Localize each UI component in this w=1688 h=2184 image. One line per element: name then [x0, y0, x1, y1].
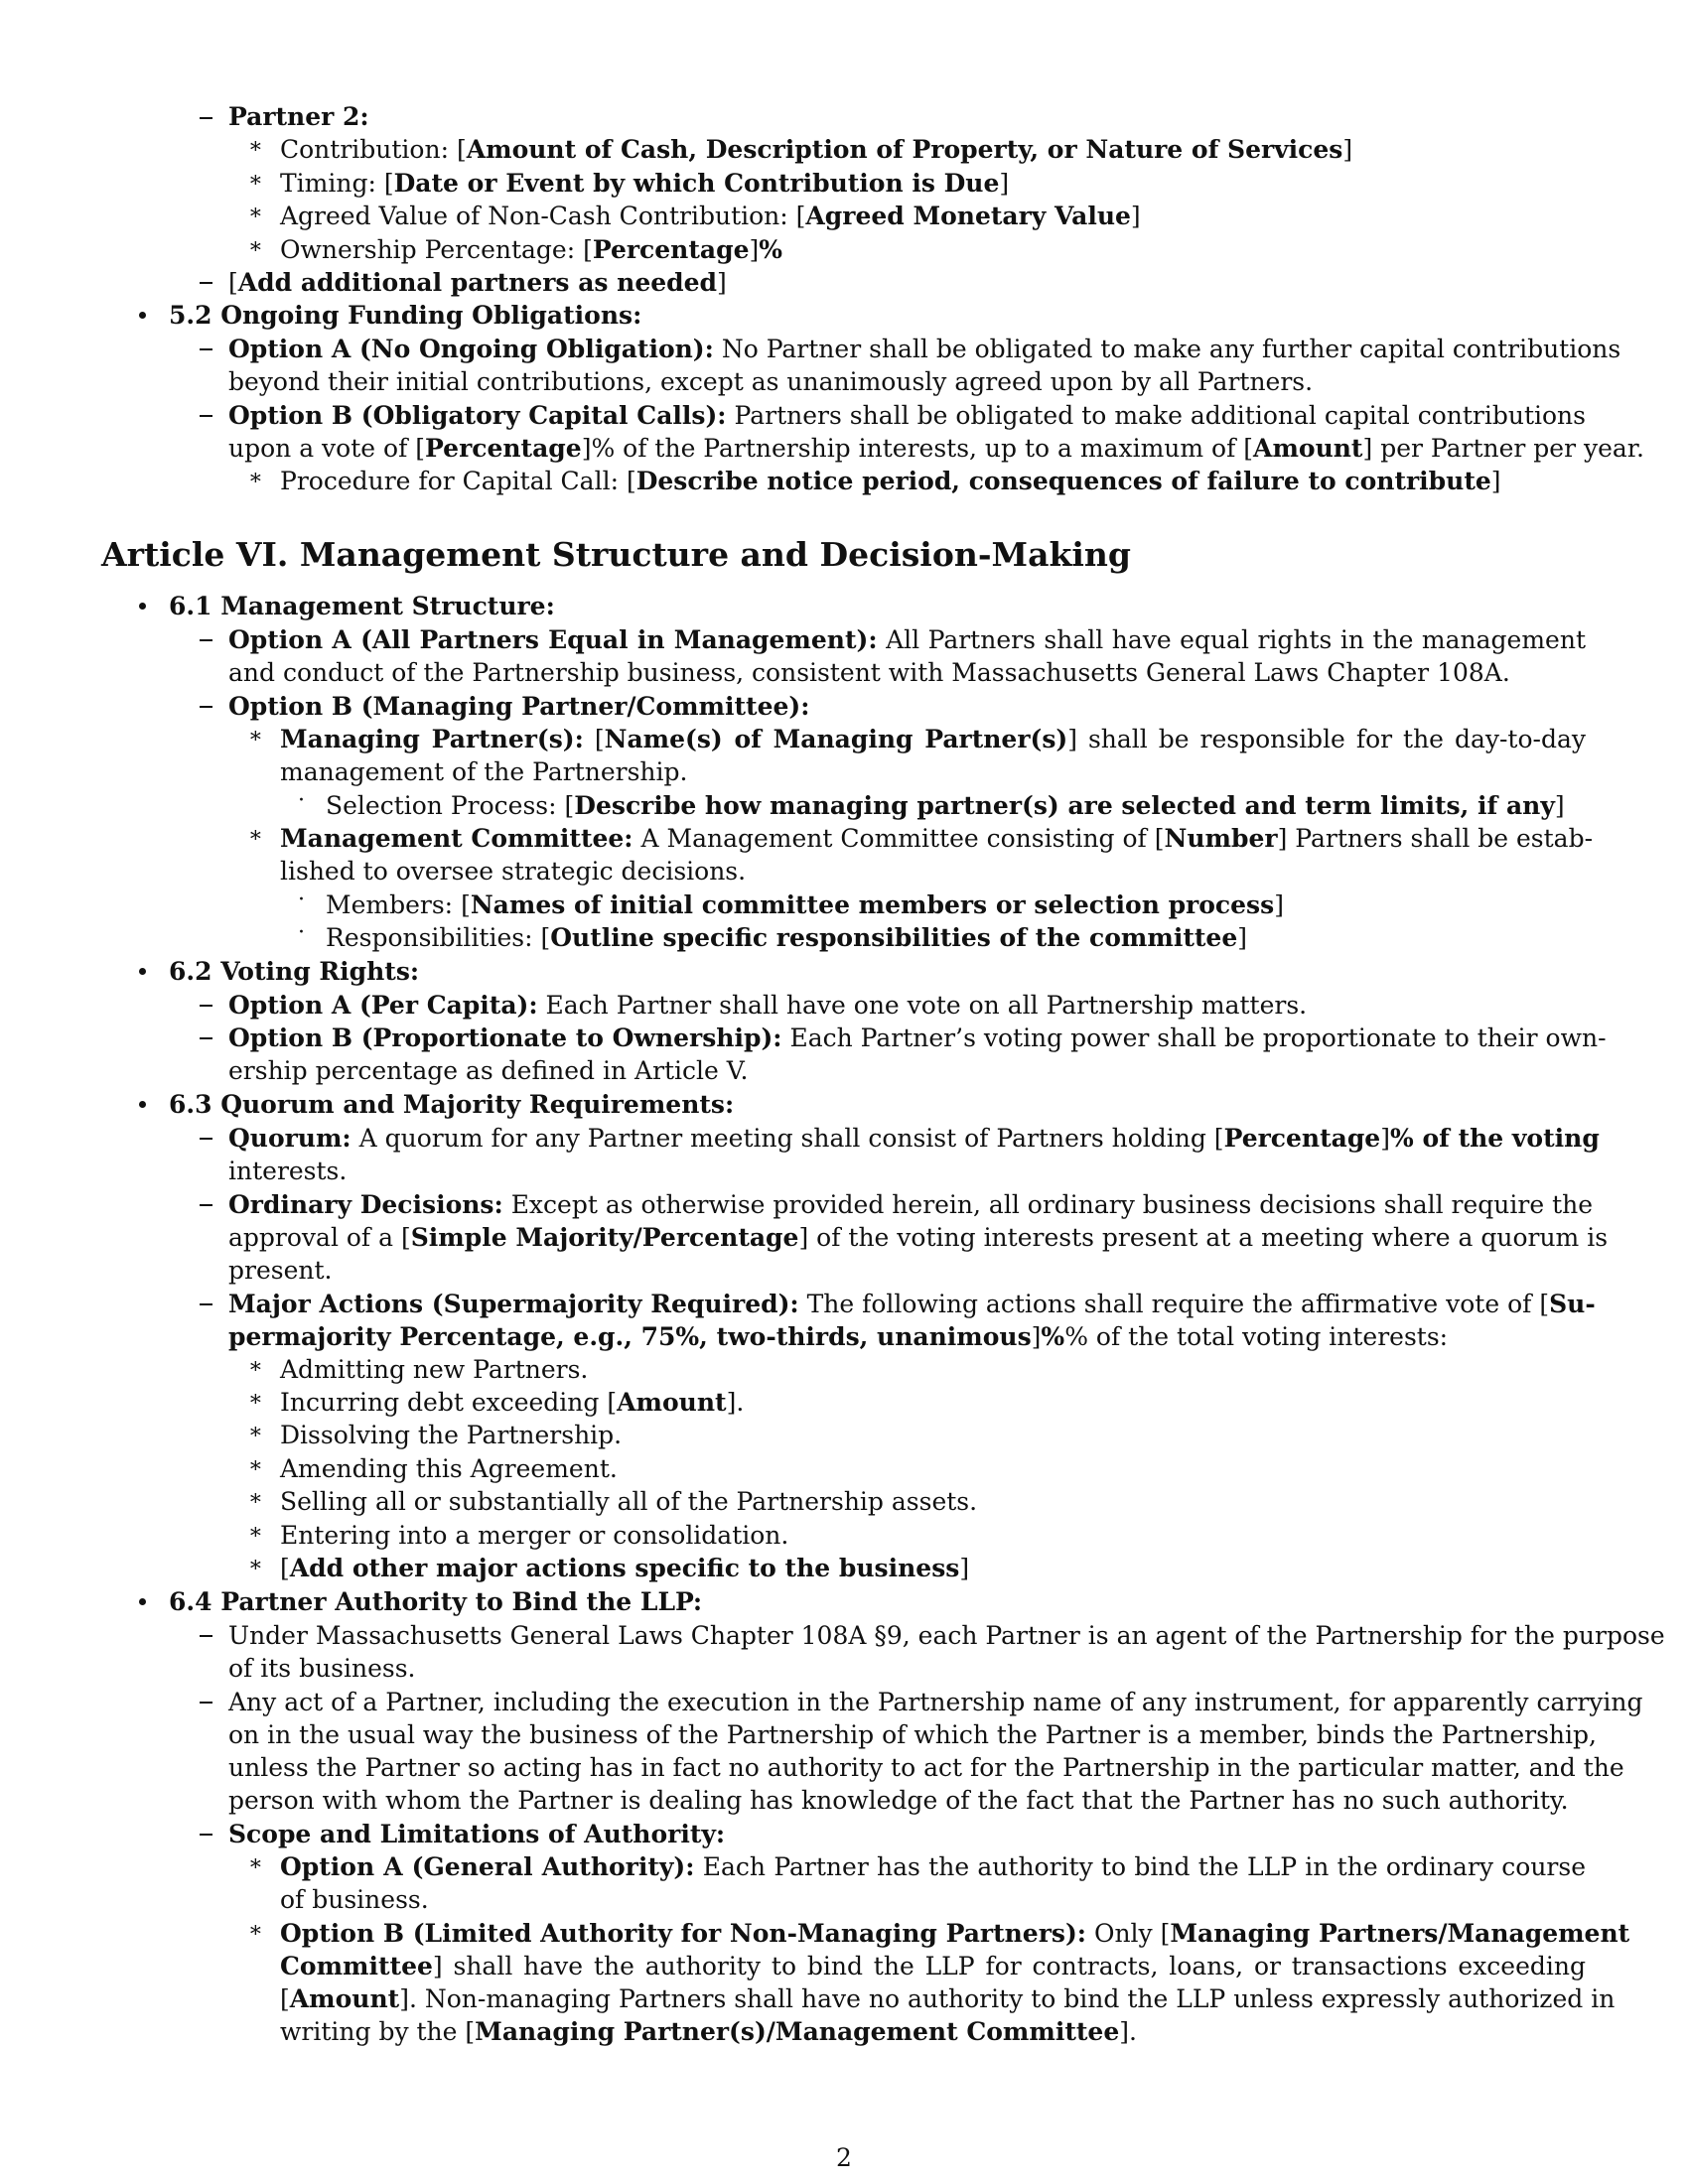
ownership-placeholder: Percentage — [592, 235, 750, 264]
dash-marker — [200, 1037, 212, 1039]
star-marker: ∗ — [248, 823, 263, 848]
managing-partner-committee-placeholder: Managing Partner(s)/Management Committee — [475, 2017, 1120, 2046]
star-marker: ∗ — [248, 1918, 263, 1943]
simple-majority-placeholder: Simple Majority/Percentage — [410, 1223, 799, 1252]
quorum-label: Quorum: — [228, 1124, 352, 1153]
bullet-marker — [139, 968, 146, 975]
major-action-item: Dissolving the Partnership. — [280, 1421, 623, 1449]
supermajority-placeholder-start: Su- — [1549, 1290, 1596, 1318]
dash-marker — [200, 1702, 212, 1704]
major-action-item: Incurring debt exceeding [Amount]. — [280, 1388, 745, 1417]
star-marker: ∗ — [248, 1354, 263, 1379]
managing-partner-placeholder: Name(s) of Managing Partner(s) — [604, 725, 1068, 753]
dash-marker — [200, 282, 212, 284]
agreed-value-label: Agreed Value of Non-Cash Contribution: — [280, 202, 796, 230]
option-b-label: Option B (Managing Partner/Committee): — [228, 692, 810, 721]
option-b-label: Option B (Proportionate to Ownership): — [228, 1024, 782, 1052]
committee-placeholder-end: Committee — [280, 1952, 433, 1980]
major-action-item: Amending this Agreement. — [280, 1454, 618, 1483]
procedure-placeholder: Describe notice period, consequences of failure to contribute — [635, 467, 1491, 495]
dash-marker — [200, 639, 212, 641]
star-marker: ∗ — [248, 234, 263, 259]
dash-marker — [200, 415, 212, 417]
option-a-label: Option A (All Partners Equal in Management): — [228, 625, 878, 654]
timing-placeholder: Date or Event by which Contribution is Due — [393, 169, 1000, 198]
management-committee-label: Management Committee: — [280, 824, 633, 853]
percentage-placeholder: Percentage — [425, 434, 582, 463]
supermajority-placeholder-end: permajority Percentage, e.g., 75%, two-thirds, unanimous — [228, 1322, 1032, 1351]
section-6-3-title: 6.3 Quorum and Majority Requirements: — [169, 1090, 735, 1119]
star-marker: ∗ — [248, 1387, 263, 1412]
star-marker: ∗ — [248, 168, 263, 193]
star-marker: ∗ — [248, 134, 263, 159]
star-marker: ∗ — [248, 1486, 263, 1511]
star-marker: ∗ — [248, 1453, 263, 1478]
dash-marker — [200, 117, 212, 119]
option-b-label: Option B (Obligatory Capital Calls): — [228, 401, 727, 430]
selection-placeholder: Describe how managing partner(s) are selected and term limits, if any — [574, 791, 1555, 820]
percent-sign: % — [759, 235, 783, 264]
ordinary-decisions-label: Ordinary Decisions: — [228, 1190, 503, 1219]
section-6-2-title: 6.2 Voting Rights: — [169, 957, 420, 986]
bullet-marker — [139, 1101, 146, 1108]
section-5-2-title: 5.2 Ongoing Funding Obligations: — [169, 301, 642, 330]
dash-marker — [200, 1834, 212, 1836]
percentage-placeholder: Percentage — [1223, 1124, 1381, 1153]
bullet-marker — [139, 312, 146, 319]
page-number: 2 — [836, 2143, 852, 2172]
major-action-item: [Add other major actions specific to the business] — [280, 1554, 970, 1582]
members-placeholder: Names of initial committee members or selection process — [470, 890, 1275, 919]
star-marker: ∗ — [248, 1420, 263, 1444]
option-a-label: Option A (General Authority): — [280, 1852, 695, 1881]
star-marker: ∗ — [248, 724, 263, 749]
partner2-label: Partner 2: — [228, 102, 369, 131]
star-marker: ∗ — [248, 1851, 263, 1876]
amount-placeholder: Amount — [617, 1388, 727, 1417]
option-b-label: Option B (Limited Authority for Non-Managing Partners): — [280, 1919, 1086, 1948]
star-marker: ∗ — [248, 466, 263, 490]
other-actions-placeholder: Add other major actions specific to the business — [289, 1554, 960, 1582]
star-marker: ∗ — [248, 201, 263, 225]
major-action-item: Entering into a merger or consolidation. — [280, 1521, 789, 1550]
middot-marker: · — [298, 920, 305, 945]
major-actions-label: Major Actions (Supermajority Required): — [228, 1290, 799, 1318]
managing-partners-placeholder: Managing Partners/Management — [1170, 1919, 1630, 1948]
option-a-label: Option A (Per Capita): — [228, 991, 538, 1020]
dash-marker — [200, 1635, 212, 1637]
option-a-label: Option A (No Ongoing Obligation): — [228, 335, 714, 363]
contribution-placeholder: Amount of Cash, Description of Property, or Nature of Services — [466, 135, 1343, 164]
contribution-label: Contribution: — [280, 135, 457, 164]
section-6-1-title: 6.1 Management Structure: — [169, 592, 555, 620]
section-6-4-title: 6.4 Partner Authority to Bind the LLP: — [169, 1587, 703, 1616]
bullet-marker — [139, 1598, 146, 1605]
responsibilities-placeholder: Outline specific responsibilities of the committee — [550, 923, 1238, 952]
timing-label: Timing: — [280, 169, 384, 198]
amount-placeholder: Amount — [1253, 434, 1363, 463]
amount-placeholder: Amount — [289, 1984, 400, 2013]
add-partners-placeholder: Add additional partners as needed — [237, 268, 718, 297]
article-heading: Article VI. Management Structure and Decision-Making — [101, 535, 1131, 574]
dash-marker — [200, 1204, 212, 1206]
middot-marker: · — [298, 788, 305, 813]
star-marker: ∗ — [248, 1553, 263, 1577]
document-page: Partner 2: ∗ Contribution: [Amount of Cash, Description of Property, or Nature of Services] ∗ Timing: [Date or Event by which Contribution is Due] ∗ Agreed Value of Non-Cash Contribution: [Agreed Monetary Value] ∗ Ownership Percentage: [Percentage]% [Add additional partners as needed] 5.2 Ongoing Funding Obligations: Option A (No Ongoing Obligation): No Partner shall be obligated to make any further capital contributions beyond their initial contributions, except as unanimously agreed upon by all Partners. Option B (Obligatory Capital Calls): Partners shall be obligated to make additional capital contributions upon a vote of [Percentage]% of the Partnership interests, up to a maximum of [Amount] per Partner per year. ∗ Procedure for Capital Call: [Describe notice period, consequences of failure to contribute] Article VI. Management Structure and Decision-Making 6.1 Management Structure: Option A (All Partners Equal in Management): All Partners shall have equal rights in the management and conduct of the Partnership business, consistent with Massachusetts General Laws Chapter 108A. Option B (Managing Partner/Committee): ∗ Managing Partner(s): [Name(s) of Managing Partner(s)] shall be responsible for the day-to-day management of the Partnership. · Selection Process: [Describe how managing partner(s) are selected and term limits, if any] ∗ Management Committee: A Management Committee consisting of [Number] Partners shall be estab- lished to oversee strategic decisions. · Members: [Names of initial committee members or selection process] · Responsibilities: [Outline specific responsibilities of the committee] 6.2 Voting Rights: Option A (Per Capita): Each Partner shall have one vote on all Partnership matters. Option B (Proportionate to Ownership): Each Partner’s voting power shall be proportionate to their own- ership percentage as defined in Article V. 6.3 Quorum and Majority Requirements: Quorum: A quorum for any Partner meeting shall consist of Partners holding [Percentage]% of the voting interests. Ordinary Decisions: Except as otherwise provided herein, all ordinary business decisions shall require the approval of a [Simple Majority/Percentage] of the voting interests present at a meeting where a quorum is present. Major Actions (Supermajority Required): The following actions shall require the affirmative vote of [Su- permajority Percentage, e.g., 75%, two-thirds, unanimous]%% of the total voting interests: ∗ Admitting new Partners. ∗ Incurring debt exceeding [Amount]. ∗ Dissolving the Partnership. ∗ Amending this Agreement. ∗ Selling all or substantially all of the Partnership assets. ∗ Entering into a merger or consolidation. ∗ [Add other major actions specific to the business] 6.4 Partner Authority to Bind the LLP: Under Massachusetts General Laws Chapter 108A §9, each Partner is an agent of the Partnership for the purpose of its business. Any act of a Partner, including the execution in the Partnership name of any instrument, for apparently carrying on in the usual way the business of the Partnership of which the Partner is a member, binds the Partnership, unless the Partner so acting has in fact no authority to act for the Partnership in the particular matter, and the person with whom the Partner is dealing has knowledge of the fact that the Partner has no such authority. Scope and Limitations of Authority: ∗ Option A (General Authority): Each Partner has the authority to bind the LLP in the ordinary course of business. ∗ Option B (Limited Authority for Non-Managing Partners): Only [Managing Partners/Management Committee] shall have the authority to bind the LLP for contracts, loans, or transactions exceeding [Amount]. Non-managing Partners shall have no authority to bind the LLP unless expressly authorized in writing by the [Managing Partner(s)/Management Committee]. 2 — [0, 0, 1688, 2184]
dash-marker — [200, 706, 212, 708]
dash-marker — [200, 1005, 212, 1007]
dash-marker — [200, 1303, 212, 1305]
managing-partner-label: Managing Partner(s): — [280, 725, 584, 753]
number-placeholder: Number — [1164, 824, 1278, 853]
agreed-value-placeholder: Agreed Monetary Value — [805, 202, 1131, 230]
major-action-item: Selling all or substantially all of the Partnership assets. — [280, 1487, 978, 1516]
dash-marker — [200, 348, 212, 350]
ownership-label: Ownership Percentage: — [280, 235, 584, 264]
scope-label: Scope and Limitations of Authority: — [228, 1820, 726, 1848]
star-marker: ∗ — [248, 1520, 263, 1545]
major-action-item: Admitting new Partners. — [280, 1355, 589, 1384]
dash-marker — [200, 1138, 212, 1140]
bullet-marker — [139, 603, 146, 610]
middot-marker: · — [298, 887, 305, 912]
